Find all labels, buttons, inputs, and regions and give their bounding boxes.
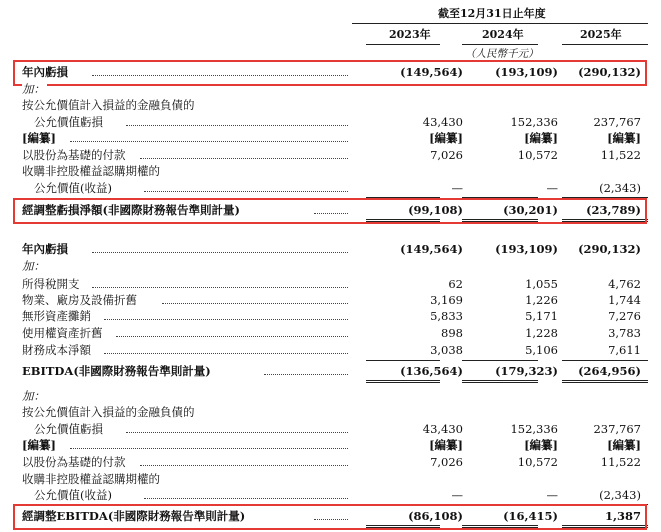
year-2023: 2023年 bbox=[389, 28, 431, 41]
row-label: 年內虧損 bbox=[22, 65, 68, 79]
row-label: 經調整EBITDA(非國際財務報告準則計量) bbox=[22, 509, 246, 523]
row-label: 加： bbox=[22, 82, 45, 96]
value-2025: (264,956) bbox=[578, 364, 641, 378]
table-row-share-based-1 bbox=[0, 147, 661, 163]
leader-dots bbox=[140, 465, 348, 466]
value-2024: — bbox=[546, 181, 558, 195]
leader-dots bbox=[126, 432, 348, 433]
table-row-add-3 bbox=[0, 388, 661, 404]
highlight-box-adjusted-ebitda bbox=[13, 504, 647, 530]
header-rule-2023 bbox=[366, 44, 440, 45]
value-2023: 5,833 bbox=[430, 309, 463, 323]
table-row-ppe-depreciation bbox=[0, 292, 661, 308]
table-row-share-based-3 bbox=[0, 454, 661, 470]
value-2025: [編纂] bbox=[607, 438, 641, 452]
value-2025: [編纂] bbox=[607, 131, 641, 145]
value-2025: 3,783 bbox=[608, 326, 641, 340]
value-2025: (290,132) bbox=[578, 242, 641, 256]
header-rule bbox=[352, 23, 648, 24]
period-title: 截至12月31日止年度 bbox=[438, 7, 546, 20]
value-2023: (86,108) bbox=[408, 509, 463, 523]
value-2023: [編纂] bbox=[429, 438, 463, 452]
table-row-redacted-3 bbox=[0, 437, 661, 453]
value-2024: 5,106 bbox=[525, 343, 558, 357]
leader-dots bbox=[144, 498, 348, 499]
table-row-fv-loss-1 bbox=[0, 114, 661, 130]
value-2024: — bbox=[546, 488, 558, 502]
value-2024: (30,201) bbox=[503, 203, 558, 217]
value-2024: [編纂] bbox=[524, 131, 558, 145]
value-2024: 152,336 bbox=[510, 115, 558, 129]
value-2024: 10,572 bbox=[517, 455, 558, 469]
row-label: 以股份為基礎的付款 bbox=[22, 455, 126, 469]
value-2023: 898 bbox=[441, 326, 463, 340]
table-row-amortisation bbox=[0, 308, 661, 324]
leader-dots bbox=[140, 158, 348, 159]
table-row-add-1 bbox=[0, 81, 661, 97]
row-label: [編纂] bbox=[22, 438, 56, 452]
table-row-rou-depreciation bbox=[0, 325, 661, 341]
value-2023: 3,038 bbox=[430, 343, 463, 357]
row-label: 公允價值(收益) bbox=[34, 181, 112, 195]
total-rule bbox=[562, 380, 648, 383]
value-2025: (290,132) bbox=[578, 65, 641, 79]
row-label: 經調整虧損淨額(非國際財務報告準則計量) bbox=[22, 203, 240, 217]
total-rule bbox=[462, 380, 538, 383]
leader-dots bbox=[104, 319, 348, 320]
table-row-option-1 bbox=[0, 163, 661, 179]
value-2025: 1,744 bbox=[608, 293, 641, 307]
table-row-fv-loss-3 bbox=[0, 421, 661, 437]
value-2025: 11,522 bbox=[600, 148, 641, 162]
leader-dots bbox=[126, 125, 348, 126]
row-label: 以股份為基礎的付款 bbox=[22, 148, 126, 162]
row-label: 按公允價值計入損益的金融負債的 bbox=[22, 98, 195, 112]
row-label: 加： bbox=[22, 389, 45, 403]
value-2025: 11,522 bbox=[600, 455, 641, 469]
value-2025: 1,387 bbox=[604, 509, 641, 523]
table-row-redacted-1 bbox=[0, 130, 661, 146]
highlight-box-adjusted-net-loss bbox=[13, 198, 647, 224]
value-2025: 7,611 bbox=[608, 343, 641, 357]
table-row-option-3 bbox=[0, 471, 661, 487]
value-2024: 1,226 bbox=[525, 293, 558, 307]
unit-label: （人民幣千元） bbox=[465, 48, 539, 60]
value-2024: 1,228 bbox=[525, 326, 558, 340]
row-label: 公允價值(收益) bbox=[34, 488, 112, 502]
row-label: 物業、廠房及設備折舊 bbox=[22, 293, 137, 307]
total-rule bbox=[366, 380, 440, 383]
value-2024: (16,415) bbox=[503, 509, 558, 523]
table-row-add-2 bbox=[0, 258, 661, 274]
value-2023: (99,108) bbox=[408, 203, 463, 217]
year-2024: 2024年 bbox=[482, 28, 524, 41]
header-rule-2024 bbox=[462, 44, 538, 45]
subtotal-rule bbox=[562, 360, 648, 361]
value-2024: 152,336 bbox=[510, 422, 558, 436]
value-2025: (2,343) bbox=[599, 488, 641, 502]
table-row-ebitda bbox=[0, 363, 661, 379]
value-2023: — bbox=[451, 181, 463, 195]
row-label: 按公允價值計入損益的金融負債的 bbox=[22, 405, 195, 419]
leader-dots bbox=[162, 303, 348, 304]
value-2025: 4,762 bbox=[608, 277, 641, 291]
value-2025: 7,276 bbox=[608, 309, 641, 323]
leader-dots bbox=[116, 336, 348, 337]
table-row-fvtpl-1 bbox=[0, 97, 661, 113]
value-2023: (149,564) bbox=[400, 242, 463, 256]
value-2023: 7,026 bbox=[430, 455, 463, 469]
table-row-fvtpl-3 bbox=[0, 404, 661, 420]
row-label: 年內虧損 bbox=[22, 242, 68, 256]
header-rule-2025 bbox=[562, 44, 648, 45]
leader-dots bbox=[70, 141, 348, 142]
leader-dots bbox=[264, 374, 348, 375]
value-2023: 62 bbox=[448, 277, 463, 291]
row-label: 所得稅開支 bbox=[22, 277, 80, 291]
value-2024: [編纂] bbox=[524, 438, 558, 452]
leader-dots bbox=[104, 353, 348, 354]
value-2023: 3,169 bbox=[430, 293, 463, 307]
value-2023: 43,430 bbox=[422, 422, 463, 436]
row-label: 收購非控股權益認購期權的 bbox=[22, 164, 160, 178]
row-label: 加： bbox=[22, 259, 45, 273]
value-2024: 5,171 bbox=[525, 309, 558, 323]
leader-dots bbox=[92, 287, 348, 288]
value-2023: (136,564) bbox=[400, 364, 463, 378]
row-label: 使用權資產折舊 bbox=[22, 326, 103, 340]
subtotal-rule bbox=[366, 360, 440, 361]
table-row-fv-gain-1 bbox=[0, 180, 661, 196]
value-2024: (193,109) bbox=[495, 65, 558, 79]
table-row-fv-gain-3 bbox=[0, 487, 661, 503]
value-2023: 43,430 bbox=[422, 115, 463, 129]
value-2025: 237,767 bbox=[593, 115, 641, 129]
value-2023: (149,564) bbox=[400, 65, 463, 79]
value-2025: (2,343) bbox=[599, 181, 641, 195]
value-2024: (179,323) bbox=[495, 364, 558, 378]
row-label: 無形資產攤銷 bbox=[22, 309, 91, 323]
year-2025: 2025年 bbox=[580, 28, 622, 41]
row-label: [編纂] bbox=[22, 131, 56, 145]
leader-dots bbox=[92, 252, 348, 253]
table-row-finance-costs bbox=[0, 342, 661, 358]
value-2024: 10,572 bbox=[517, 148, 558, 162]
value-2023: 7,026 bbox=[430, 148, 463, 162]
table-row-net-loss-2 bbox=[0, 241, 661, 257]
row-label: 收購非控股權益認購期權的 bbox=[22, 472, 160, 486]
table-row-income-tax bbox=[0, 276, 661, 292]
row-label: 公允價值虧損 bbox=[34, 115, 103, 129]
row-label: EBITDA(非國際財務報告準則計量) bbox=[22, 364, 211, 378]
value-2025: 237,767 bbox=[593, 422, 641, 436]
value-2024: 1,055 bbox=[525, 277, 558, 291]
value-2024: (193,109) bbox=[495, 242, 558, 256]
leader-dots bbox=[70, 448, 348, 449]
row-label: 公允價值虧損 bbox=[34, 422, 103, 436]
value-2023: [編纂] bbox=[429, 131, 463, 145]
value-2025: (23,789) bbox=[586, 203, 641, 217]
value-2023: — bbox=[451, 488, 463, 502]
subtotal-rule bbox=[462, 360, 538, 361]
leader-dots bbox=[144, 191, 348, 192]
row-label: 財務成本淨額 bbox=[22, 343, 91, 357]
